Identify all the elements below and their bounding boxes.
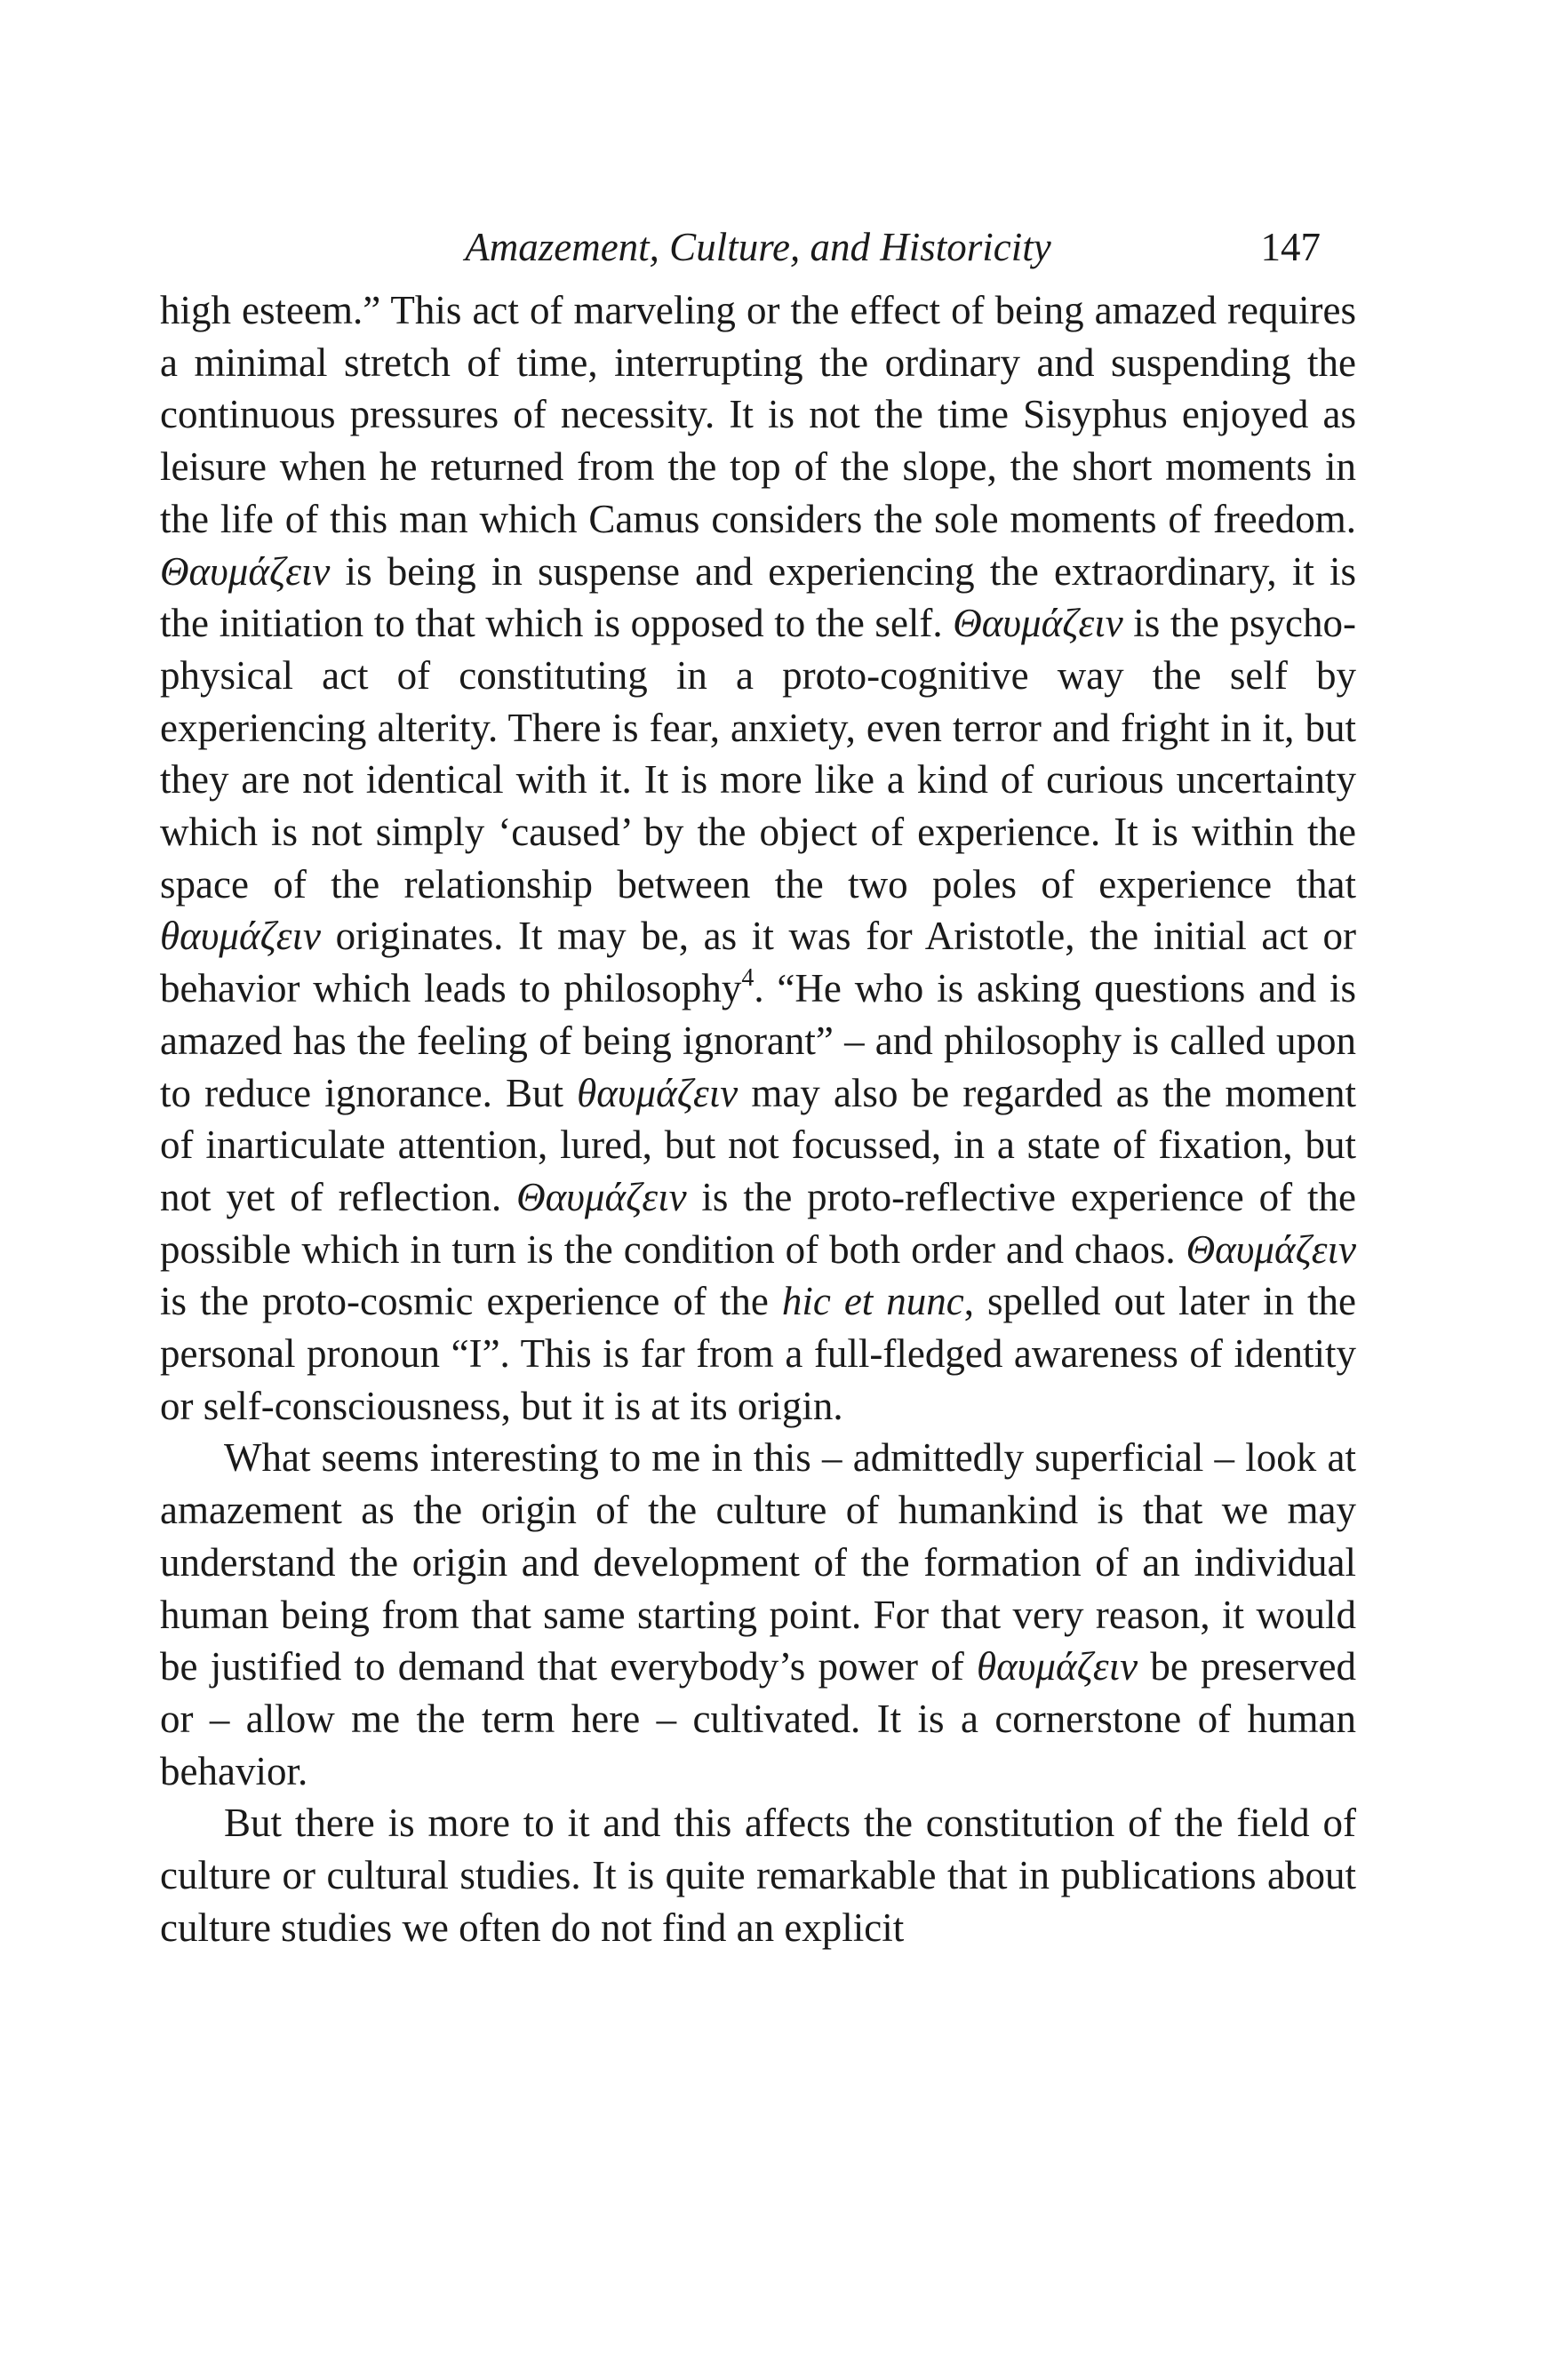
running-title: Amazement, Culture, and Historicity (465, 225, 1051, 269)
paragraph (160, 284, 1356, 1432)
greek-term: θαυμάζειν (160, 914, 322, 959)
greek-term: Θαυμάζειν (1186, 1226, 1356, 1272)
text-run: may also be regarded as the moment of inarticulate attention, lured, but not focussed, in a state of fixation, but not yet of reflection. (160, 1070, 1356, 1219)
page-number: 147 (1260, 225, 1321, 269)
text-run: is the proto-cosmic experience of the (160, 1279, 782, 1324)
greek-term: Θαυμάζειν (953, 601, 1123, 646)
footnote-ref: 4 (741, 964, 755, 993)
body-text (160, 284, 1356, 1954)
text-run: high esteem.” This act of marveling or the effect of being amazed requires a minimal stretch of time, interrupting the ordinary and suspending the continuous pressures of necessity. It is not the time Sisyphus enjoyed as leisure when he returned from the top of the slope, the short moments in the life of this man which Camus considers the sole moments of freedom. (160, 288, 1356, 541)
running-head (160, 220, 1356, 274)
text-run: is the psycho-physical act of constituting in a proto-cognitive way the self by experiencing alterity. There is fear, anxiety, even terror and fright in it, but they are not identical with it. It is more like a kind of curious uncertainty which is not simply ‘caused’ by the object of experience. It is within the space of the relationship between the two poles of experience that (160, 601, 1356, 906)
text-run: is being in suspense and experiencing the extraordinary, it is the initiation to that which is opposed to the self. (160, 548, 1356, 646)
paragraph (160, 1432, 1356, 1797)
text-run: , spelled out later in the personal pronoun “I”. This is far from a full-fledged awareness of identity or self-consciousness, but it is at its origin. (160, 1279, 1356, 1428)
greek-term: θαυμάζειν (977, 1644, 1138, 1689)
paragraph (160, 1797, 1356, 1953)
text-run: . “He who is asking questions and is amazed has the feeling of being ignorant” – and philosophy is called upon to reduce ignorance. But (160, 966, 1357, 1115)
greek-term: θαυμάζειν (577, 1070, 739, 1115)
text-run: What seems interesting to me in this – admittedly superficial – look at amazement as the origin of the culture of humankind is that we may understand the origin and development of the formation of an individual human being from that same starting point. For that very reason, it would be justified to demand that everybody’s power of (160, 1435, 1356, 1689)
text-run: is the proto-reflective experience of the possible which in turn is the condition of both order and chaos. (160, 1174, 1356, 1272)
text-run: originates. It may be, as it was for Aristotle, the initial act or behavior which leads to philosophy (160, 914, 1356, 1011)
latin-phrase: hic et nunc (781, 1279, 964, 1324)
text-run: But there is more to it and this affects the constitution of the field of culture or cultural studies. It is quite remarkable that in publications about culture studies we often do not find an explicit (160, 1801, 1356, 1950)
greek-term: Θαυμάζειν (516, 1174, 687, 1219)
greek-term: Θαυμάζειν (160, 548, 331, 594)
text-run: be preserved or – allow me the term here – cultivated. It is a cornerstone of human behavior. (160, 1644, 1356, 1793)
